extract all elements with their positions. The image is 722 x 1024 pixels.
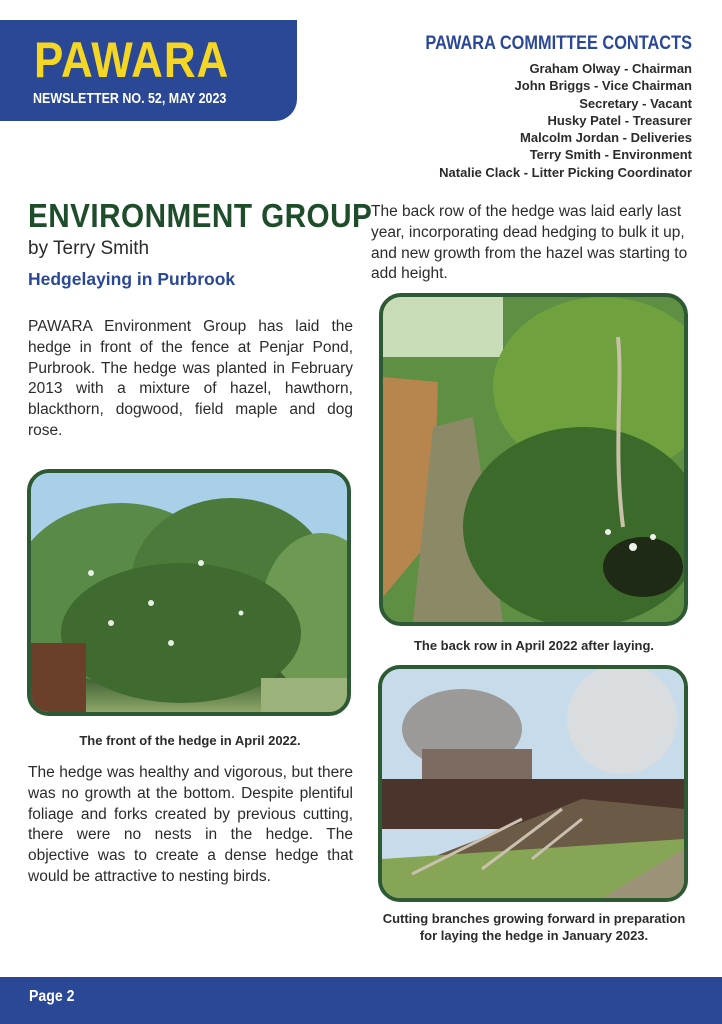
contact-row: John Briggs - Vice Chairman xyxy=(514,78,692,94)
contact-row: Secretary - Vacant xyxy=(579,95,692,111)
contact-row: Graham Olway - Chairman xyxy=(529,61,692,76)
back-row-illustration xyxy=(383,297,684,622)
contacts-title: PAWARA COMMITTEE CONTACTS xyxy=(425,33,692,54)
issue-line: NEWSLETTER NO. 52, MAY 2023 xyxy=(33,91,227,107)
page-footer xyxy=(0,977,722,1024)
contact-row: Husky Patel - Treasurer xyxy=(547,112,692,128)
paragraph-objective: The hedge was healthy and vigorous, but there was no growth at the bottom. Despite plentiful foliage and forks created by previous cutting, there were no nests in the hedge. The objective was to create a dense hedge that would be attractive to nesting birds. xyxy=(28,764,353,885)
photo-front-hedge xyxy=(27,469,351,716)
photo-back-row xyxy=(379,293,688,626)
hedge-front-illustration xyxy=(31,473,347,712)
article-byline: by Terry Smith xyxy=(28,238,150,259)
article-subheading: Hedgelaying in Purbrook xyxy=(28,269,236,289)
newsletter-logo: PAWARA xyxy=(34,32,230,88)
contact-row: Natalie Clack - Litter Picking Coordinator xyxy=(439,164,692,180)
contact-row: Malcolm Jordan - Deliveries xyxy=(520,130,692,146)
committee-contacts xyxy=(382,33,692,181)
masthead xyxy=(0,20,297,121)
paragraph-intro: PAWARA Environment Group has laid the hedge in front of the fence at Penjar Pond, Purbrook. The hedge was planted in February 2013 with a mixture of hazel, hawthorn, blackthorn, dogwood, field maple and dog rose. xyxy=(28,318,353,439)
caption-back-row: The back row in April 2022 after laying. xyxy=(413,638,655,653)
cutting-branches-illustration xyxy=(382,669,684,898)
caption-cutting-branches: Cutting branches growing forward in preparation for laying the hedge in January 2023. xyxy=(382,911,686,943)
page-number: Page 2 xyxy=(29,988,75,1005)
paragraph-back-row: The back row of the hedge was laid early last year, incorporating dead hedging to bulk it up, and new growth from the hazel was starting to add height. xyxy=(371,203,688,283)
contact-row: Terry Smith - Environment xyxy=(529,147,692,163)
article-heading: ENVIRONMENT GROUP xyxy=(28,197,373,234)
caption-front-hedge: The front of the hedge in April 2022. xyxy=(79,733,301,748)
photo-cutting-branches xyxy=(378,665,688,902)
